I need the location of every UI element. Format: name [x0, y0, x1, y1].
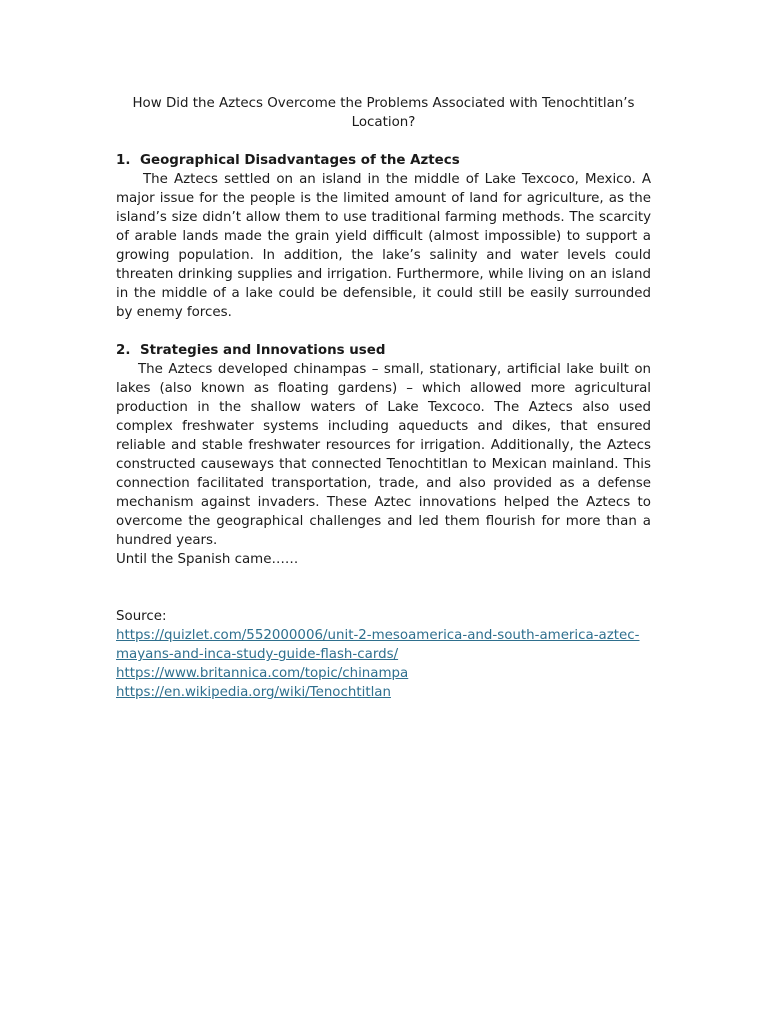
section-2-number: 2. [116, 343, 131, 358]
spacer [116, 569, 651, 607]
sources-label: Source: [116, 609, 167, 624]
section-2-body-text: The Aztecs developed chinampas – small, stationary, artificial lake built on lakes (also known as floating gardens) – which allowed more agricultural production in the shallow waters of Lake Texcoco. The Aztecs also used complex freshwater systems including aqueducts and dikes, that ensured reliable and stable freshwater resources for irrigation. Additionally, the Aztecs constructed causeways that connected Tenochtitlan to Mexican mainland. This connection facilitated transportation, trade, and also provided as a defense mechanism against invaders. These Aztec innovations helped the Aztecs to overcome the geographical challenges and led them flourish for more than a hundred years. [116, 362, 651, 548]
section-1-heading-text: Geographical Disadvantages of the Aztecs [140, 153, 460, 168]
spacer [116, 322, 651, 341]
source-link-britannica[interactable]: https://www.britannica.com/topic/chinampa [116, 666, 409, 681]
section-2-heading-text: Strategies and Innovations used [140, 343, 386, 358]
section-2-body [116, 360, 651, 550]
closing-line: Until the Spanish came…… [116, 552, 299, 567]
section-1-heading [116, 151, 651, 170]
sources-block [116, 607, 651, 702]
section-1-body-text: The Aztecs settled on an island in the middle of Lake Texcoco, Mexico. A major issue for the people is the limited amount of land for agriculture, as the island’s size didn’t allow them to use traditional farming methods. The scarcity of arable lands made the grain yield difficult (almost impossible) to support a growing population. In addition, the lake’s salinity and water levels could threaten drinking supplies and irrigation. Furthermore, while living on an island in the middle of a lake could be defensible, it could still be easily surrounded by enemy forces. [116, 172, 651, 320]
section-1-number: 1. [116, 153, 131, 168]
source-link-wikipedia[interactable]: https://en.wikipedia.org/wiki/Tenochtitlan [116, 685, 391, 700]
document-page [116, 94, 651, 702]
source-link-quizlet[interactable]: https://quizlet.com/552000006/unit-2-mesoamerica-and-south-america-aztec-mayans-and-inca-study-guide-flash-cards/ [116, 628, 640, 662]
section-1-body [116, 170, 651, 322]
section-2-heading [116, 341, 651, 360]
document-title: How Did the Aztecs Overcome the Problems Associated with Tenochtitlan’s Location? [132, 96, 635, 130]
